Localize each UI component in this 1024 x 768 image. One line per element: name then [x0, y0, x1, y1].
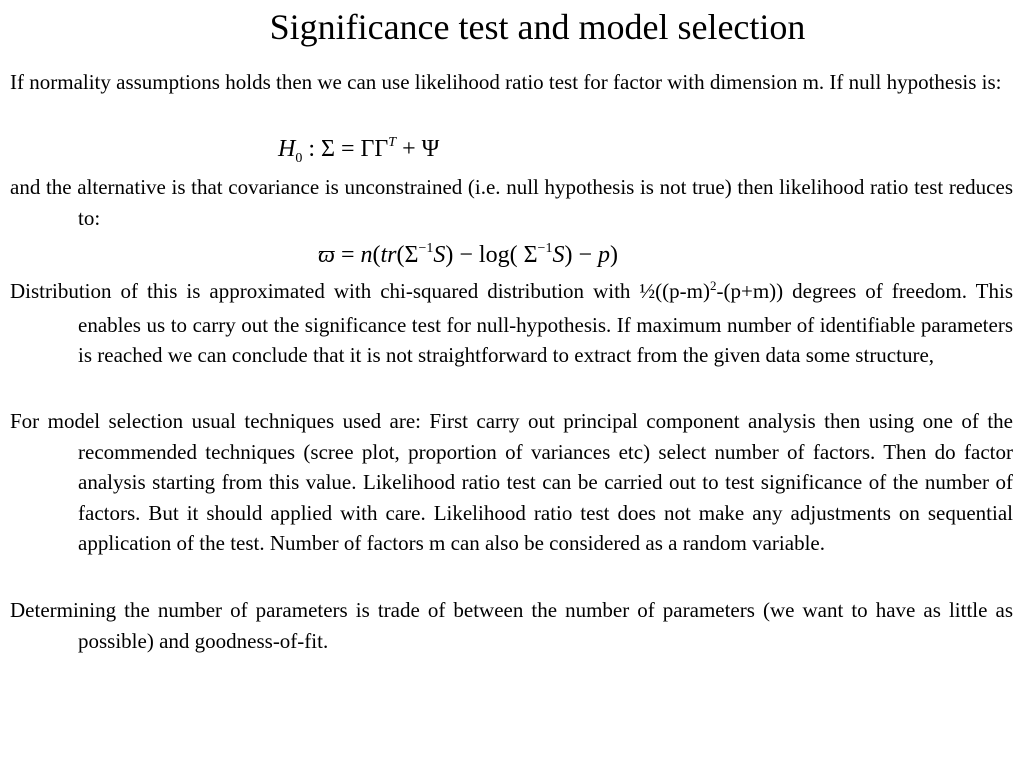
formula-lr-p: p	[597, 242, 610, 268]
formula-null-hypothesis	[278, 134, 439, 168]
formula-lr-trace: tr	[380, 242, 397, 268]
formula-lr-eq: =	[334, 242, 361, 268]
paragraph-number-of-parameters: Determining the number of parameters is trade of between the number of parameters (we want to have as little as possible) and goodness-of-fit.	[10, 598, 1013, 653]
paragraph-model-selection: For model selection usual techniques used are: First carry out principal component analysis then using one of the recommended techniques (scree plot, proportion of variances etc) select number of factors. Then do factor analysis starting from this value. Likelihood ratio test can be carried out to test significance of the number of factors. But it should applied with care. Likelihood ratio test does not make any adjustments on sequential application of the test. Number of factors m can also be considered as a random variable.	[10, 409, 1013, 555]
formula-lr-close: )	[609, 242, 618, 268]
paragraph-alternative-hypothesis: and the alternative is that covariance is unconstrained (i.e. null hypothesis is not true) then likelihood ratio test reduces to:	[10, 175, 1013, 230]
formula-lr-minus: ) −	[564, 242, 598, 268]
formula-lr-log: ) − log( Σ	[445, 242, 538, 268]
formula-transpose-superscript: T	[388, 135, 397, 150]
formula-lr-sigma1: (Σ	[396, 242, 419, 268]
paragraph-chi-squared-superscript: 2	[709, 278, 717, 293]
formula-lr-n: n	[360, 242, 373, 268]
formula-lr-inverse1: −1	[418, 241, 434, 256]
formula-lr-inverse2: −1	[537, 241, 553, 256]
paragraph-chi-squared	[10, 276, 1013, 371]
formula-h-subscript: 0	[295, 151, 303, 166]
formula-h-symbol: H	[278, 136, 296, 162]
paragraph-chi-squared-part1: Distribution of this is approximated with chi-squared distribution with ½((p-m)	[10, 279, 710, 303]
formula-lr-lhs: ϖ	[318, 242, 335, 268]
formula-likelihood-ratio	[318, 240, 618, 274]
formula-null-body: : Σ = ΓΓ	[302, 136, 389, 162]
paragraph-chi-squared-part2: -(p+m)) degrees of freedom. This enables us to carry out the significance test for null-hypothesis. If maximum number of identifiable parameters is reached we can conclude that it is not straightforward to extract from the given data some structure,	[78, 279, 1013, 367]
formula-lr-open: (	[372, 242, 381, 268]
formula-null-psi: + Ψ	[396, 136, 440, 162]
slide-title: Significance test and model selection	[269, 7, 806, 47]
formula-lr-s1: S	[433, 242, 446, 268]
paragraph-normality-assumption: If normality assumptions holds then we can use likelihood ratio test for factor with dimension m. If null hypothesis is:	[10, 70, 1002, 94]
formula-lr-s2: S	[552, 242, 565, 268]
